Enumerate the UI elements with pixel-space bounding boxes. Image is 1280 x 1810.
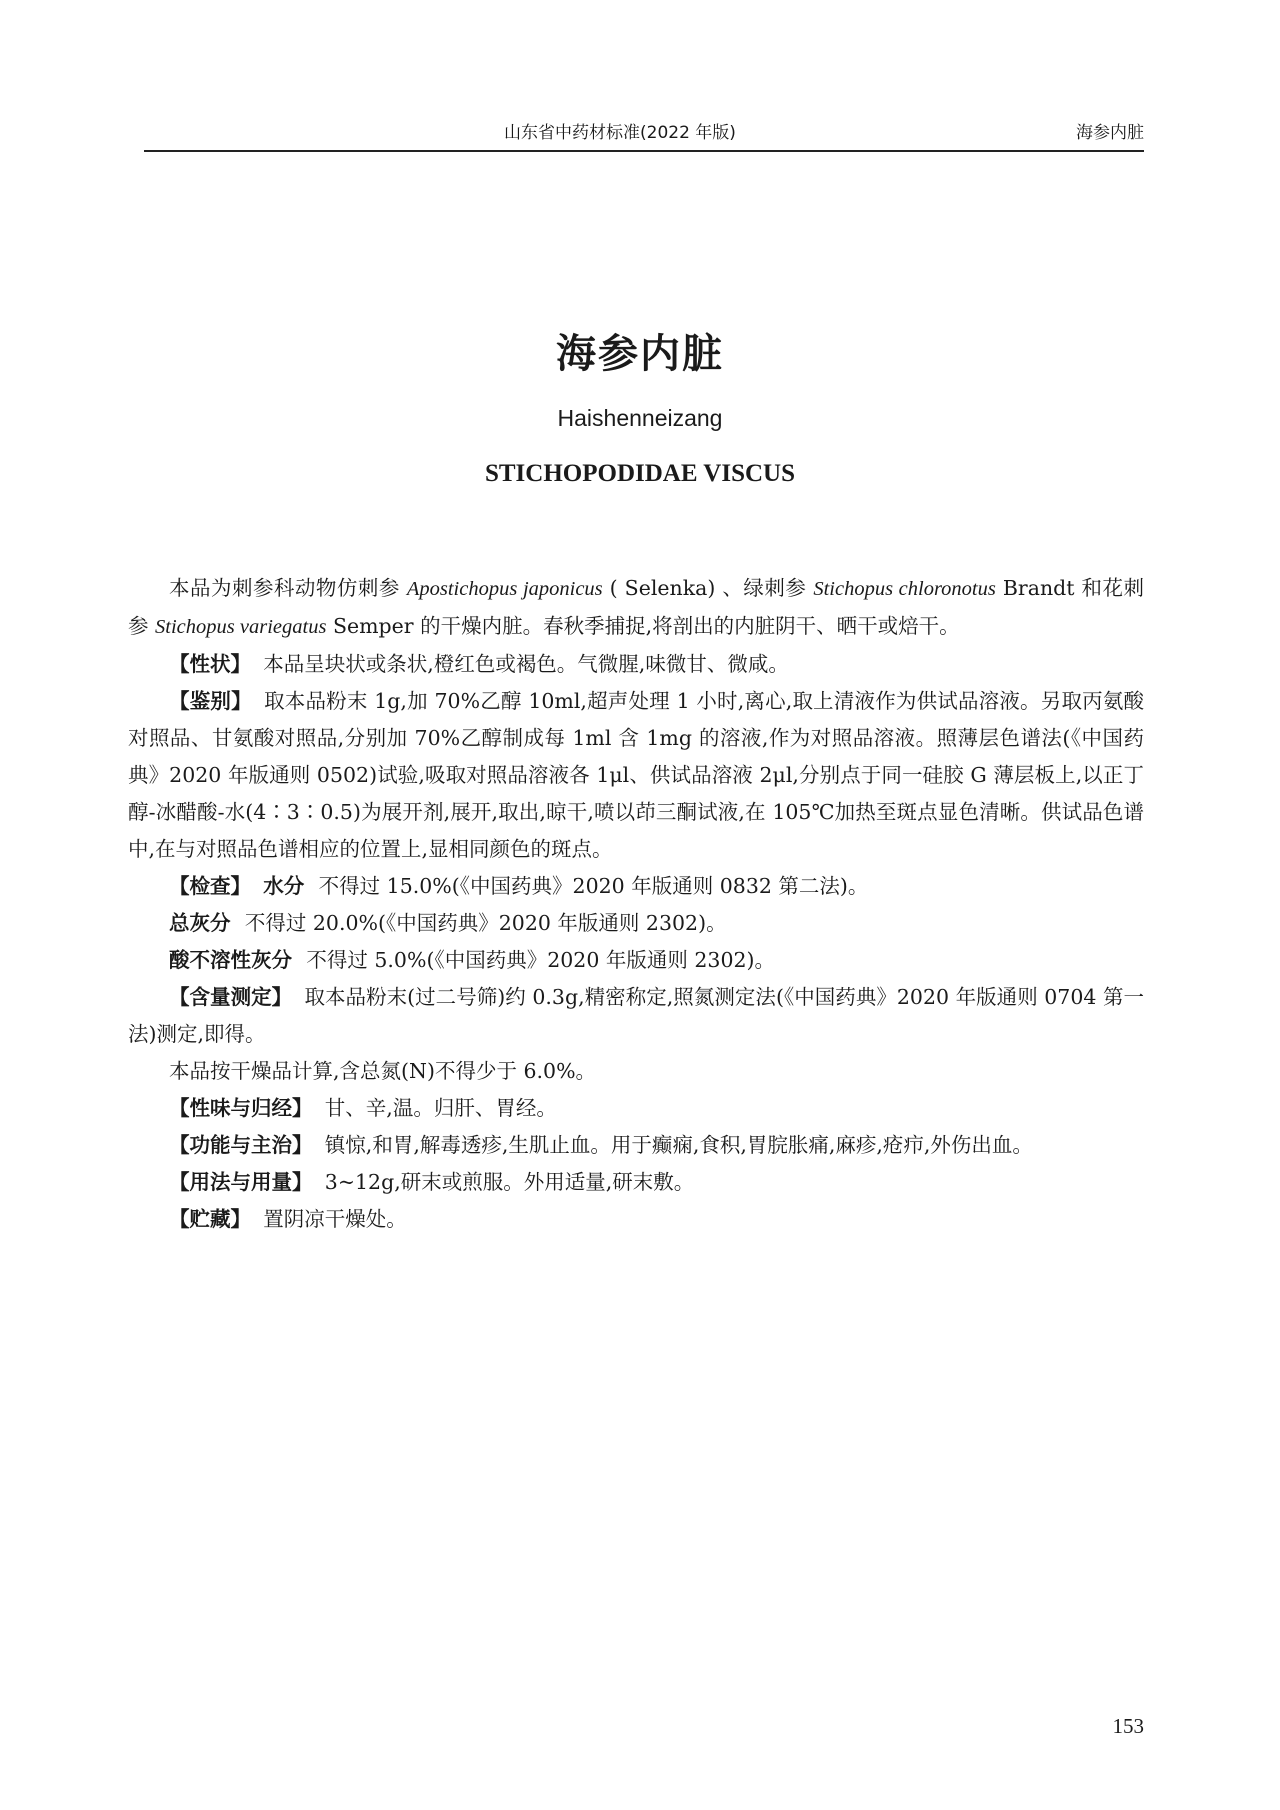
usage-section	[128, 1164, 1144, 1201]
assay-section	[128, 979, 1144, 1053]
section-heading: 【鉴别】	[169, 689, 252, 713]
section-text: 甘、辛,温。归肝、胃经。	[324, 1096, 557, 1120]
header-rule	[144, 150, 1144, 152]
acid-insoluble-ash-item	[128, 942, 1144, 979]
identification-section	[128, 683, 1144, 868]
subsection-label: 总灰分	[169, 911, 231, 935]
section-heading: 【含量测定】	[169, 985, 293, 1009]
section-text: 不得过 5.0%(《中国药典》2020 年版通则 2302)。	[306, 948, 776, 972]
inspection-section	[128, 868, 1144, 905]
section-text: 不得过 15.0%(《中国药典》2020 年版通则 0832 第二法)。	[318, 874, 869, 898]
section-heading: 【功能与主治】	[169, 1133, 313, 1157]
species-name: Stichopus variegatus	[155, 616, 327, 638]
section-heading: 【用法与用量】	[169, 1170, 313, 1194]
book-title: 山东省中药材标准(2022 年版)	[504, 123, 736, 143]
section-heading: 【检查】	[169, 874, 251, 898]
description-section	[128, 646, 1144, 683]
latin-name: STICHOPODIDAE VISCUS	[484, 460, 796, 487]
section-heading: 【性味与归经】	[169, 1096, 313, 1120]
section-text: 取本品粉末 1g,加 70%乙醇 10ml,超声处理 1 小时,离心,取上清液作为供试品溶液。另取丙氨酸对照品、甘氨酸对照品,分别加 70%乙醇制成每 1ml 含 1mg 的溶液,作为对照品溶液。照薄层色谱法(《中国药典》2020 年版通则 0502)试验,吸取对照品溶液各 1μl、供试品溶液 2μl,分别点于同一硅胶 G 薄层板上,以正丁醇-冰醋酸-水(4∶3∶0.5)为展开剂,展开,取出,晾干,喷以茚三酮试液,在 105℃加热至斑点显色清晰。供试品色谱中,在与对照品色谱相应的位置上,显相同颜色的斑点。	[128, 689, 1145, 861]
source-text: Brandt 和花刺参	[128, 576, 1144, 638]
section-text: 镇惊,和胃,解毒透疹,生肌止血。用于癫痫,食积,胃脘胀痛,麻疹,疮疖,外伤出血。	[324, 1133, 1033, 1157]
section-heading: 【性状】	[169, 652, 251, 676]
section-text: 置阴凉干燥处。	[263, 1207, 407, 1231]
subsection-label: 酸不溶性灰分	[169, 948, 292, 972]
page-number: 153	[1112, 1714, 1144, 1738]
total-ash-item	[128, 905, 1144, 942]
monograph-body	[128, 570, 1144, 1238]
source-paragraph	[128, 570, 1144, 646]
source-text: 本品为刺参科动物仿刺参	[169, 576, 407, 600]
subsection-label: 水分	[263, 874, 305, 898]
storage-section	[128, 1201, 1144, 1238]
pinyin-name: Haishenneizang	[557, 405, 723, 431]
species-name: Apostichopus japonicus	[406, 578, 603, 600]
monograph-title: 海参内脏	[556, 331, 724, 377]
section-text: 取本品粉末(过二号筛)约 0.3g,精密称定,照氮测定法(《中国药典》2020 年版通则 0704 第一法)测定,即得。	[128, 985, 1145, 1046]
functions-section	[128, 1127, 1144, 1164]
section-text: 本品呈块状或条状,橙红色或褐色。气微腥,味微甘、微咸。	[263, 652, 789, 676]
source-text: Semper 的干燥内脏。春秋季捕捉,将剖出的内脏阴干、晒干或焙干。	[326, 614, 960, 638]
source-text: ( Selenka) 、绿刺参	[602, 576, 814, 600]
section-text: 不得过 20.0%(《中国药典》2020 年版通则 2302)。	[244, 911, 727, 935]
nature-section	[128, 1090, 1144, 1127]
section-text: 3~12g,研末或煎服。外用适量,研末敷。	[324, 1170, 695, 1194]
species-name: Stichopus chloronotus	[813, 578, 996, 600]
entry-name: 海参内脏	[1076, 123, 1144, 143]
running-header	[144, 112, 1144, 142]
assay-limit: 本品按干燥品计算,含总氮(N)不得少于 6.0%。	[169, 1059, 597, 1083]
section-heading: 【贮藏】	[169, 1207, 251, 1231]
